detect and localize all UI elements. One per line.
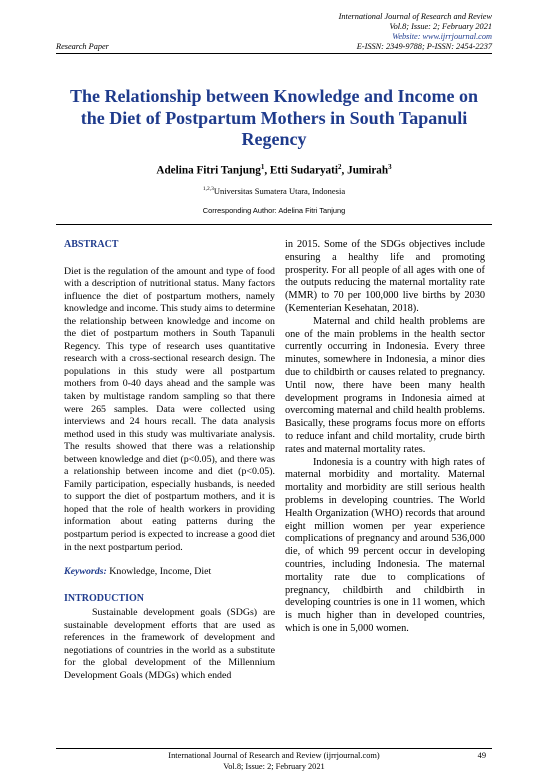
journal-name: International Journal of Research and Review bbox=[338, 12, 492, 21]
footer-volume: Vol.8; Issue: 2; February 2021 bbox=[223, 761, 325, 771]
author-sup: 1 bbox=[260, 163, 265, 171]
paper-type: Research Paper bbox=[56, 42, 109, 51]
left-column bbox=[64, 239, 275, 683]
author-sup: 2 bbox=[338, 163, 342, 171]
author-name: Adelina Fitri Tanjung bbox=[156, 164, 261, 177]
keywords-text: Knowledge, Income, Diet bbox=[109, 566, 212, 578]
page-number: 49 bbox=[477, 751, 486, 760]
journal-header-block bbox=[339, 12, 492, 52]
journal-volume: Vol.8; Issue: 2; February 2021 bbox=[389, 22, 492, 31]
intro-paragraph: Indonesia is a country with high rates of maternal morbidity and mortality. Maternal mortality and morbidity are still serious health problems in developing countries. The World Health Organization (WHO) records that around eight million women per year experience complications of pregnancy and around 536,000 die, of which 99 percent occur in developing countries, including Indonesia. The maternal mortality rate due to complications of pregnancy, childbirth and childbirth in developing countries is one in 11 women, which is much higher than in developed countries, which is one in 5,000 women. bbox=[285, 456, 485, 634]
paper-title: The Relationship between Knowledge and Income on the Diet of Postpartum Mothers in South Tapanuli Regency bbox=[69, 86, 479, 149]
author-list: Adelina Fitri Tanjung$^1$, Etti Sudaryati$^2$, Jumirah$^3$ bbox=[156, 163, 392, 177]
introduction-heading: INTRODUCTION bbox=[64, 592, 145, 604]
affiliation-text: Universitas Sumatera Utara, Indonesia bbox=[213, 186, 346, 196]
journal-issn: E-ISSN: 2349-9788; P-ISSN: 2454-2237 bbox=[356, 42, 492, 51]
footer-journal: International Journal of Research and Review (ijrrjournal.com) bbox=[168, 751, 380, 760]
abstract-heading: ABSTRACT bbox=[64, 239, 119, 250]
abstract-text: Diet is the regulation of the amount and type of food with a description of nutritional status. Many factors influence the diet of postpartum mothers, namely knowledge and income. This study aims to determine the relationship between knowledge and income on the diet of postpartum mothers in South Tapanuli Regency. This type of research uses quantitative research with a cross-sectional research design. The populations in this study were all postpartum mothers from 0-40 days ahead and the sample was taken by multistage random sampling so that there were 265 samples. Data were collected using interviews and 24 hours recall. The data analysis method used in this study was multivariate analysis. The results showed that there was a relationship between knowledge and diet (p<0.05), and there was a relationship between income and diet (p<0.05). Family participation, especially husbands, is needed to support the diet of postpartum mothers, and it is hoped that the role of health workers in providing information about eating patterns during the postpartum period is expected to increase a good diet in the next postpartum period. bbox=[64, 265, 275, 553]
footer-divider bbox=[56, 748, 492, 749]
author-name: Jumirah bbox=[347, 164, 389, 177]
affiliation-sup: 1,2,3 bbox=[202, 186, 214, 193]
footer bbox=[56, 751, 492, 772]
affiliation bbox=[56, 186, 492, 196]
author-name: Etti Sudaryati bbox=[269, 164, 338, 177]
intro-paragraph: in 2015. Some of the SDGs objectives include ensuring a healthy life and promoting prosperity. For all people of all ages with one of the outputs reducing the maternal mortality rate (MMR) to 70 per 100,000 live births by 2030 (Kementerian Kesehatan, 2018). bbox=[285, 239, 485, 314]
right-column bbox=[285, 239, 485, 636]
author-sup: 3 bbox=[388, 163, 392, 171]
intro-paragraph: Sustainable development goals (SDGs) are sustainable development efforts that are used as references in the framework of development and negotiations of countries in the world as a substitute for the global development of the Millennium Development Goals (MDGs) which ended bbox=[64, 607, 275, 681]
keywords bbox=[64, 566, 275, 579]
header-divider bbox=[56, 53, 492, 54]
title-divider bbox=[56, 224, 492, 225]
corresponding-author: Corresponding Author: Adelina Fitri Tanjung bbox=[202, 206, 346, 215]
journal-website: Website: www.ijrrjournal.com bbox=[392, 32, 492, 41]
keywords-label: Keywords: bbox=[64, 566, 107, 578]
intro-paragraph: Maternal and child health problems are one of the main problems in the health sector currently occurring in Indonesia. Every three minutes, somewhere in Indonesia, a minor dies due to childbirth or causes related to pregnancy. Until now, there have been many health development programs in Indonesia aimed at overcoming maternal and child health problems. Basically, these programs focus more on efforts to reduce infant and child mortality, crude birth rates and maternal mortality rates. bbox=[285, 315, 485, 455]
